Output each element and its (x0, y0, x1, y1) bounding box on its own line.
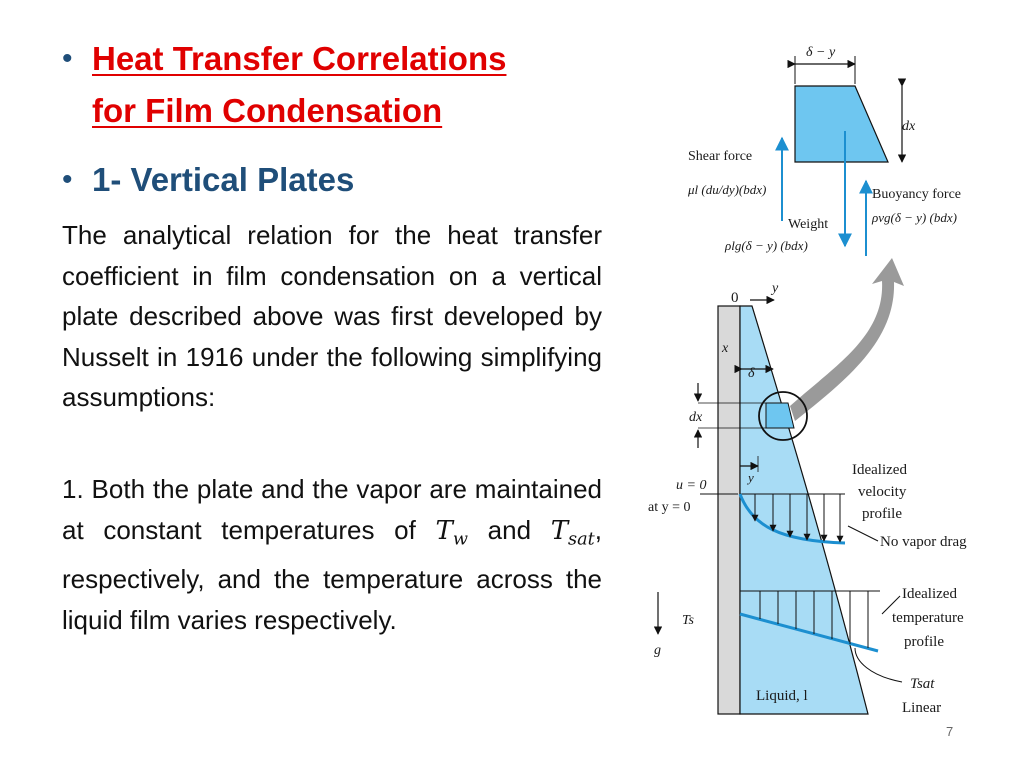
label-u-zero: u = 0 (676, 478, 707, 493)
label-idealized-velocity-3: profile (862, 506, 902, 522)
label-buoyancy-force: Buoyancy force (872, 187, 962, 202)
label-at-y-zero: at y = 0 (648, 500, 691, 515)
label-idealized-temperature-3: profile (904, 634, 944, 650)
bullet-dot: • (62, 42, 73, 75)
label-shear-expr: μl (du/dy)(bdx) (688, 182, 767, 197)
plate-and-film (648, 281, 967, 716)
bullet-dot: • (62, 163, 73, 196)
label-weight: Weight (788, 217, 829, 232)
title-line-1: Heat Transfer Correlations (92, 40, 507, 77)
label-dx-side: dx (689, 410, 703, 425)
label-idealized-temperature-2: temperature (892, 610, 964, 626)
label-buoyancy-expr: ρvg(δ − y) (bdx) (872, 210, 957, 225)
label-t-s: Ts (682, 613, 694, 628)
label-y-axis: y (772, 281, 779, 296)
label-idealized-temperature-1: Idealized (902, 586, 957, 602)
symbol-t-sat: $T_{sat}$ (550, 515, 595, 549)
label-t-sat: Tsat (910, 676, 935, 692)
label-delta-minus-y: δ − y (806, 45, 836, 60)
label-dx-top: dx (902, 119, 916, 134)
label-linear: Linear (902, 700, 942, 716)
title-line-2: for Film Condensation (92, 92, 443, 129)
label-origin: 0 (731, 290, 739, 306)
subtitle-vertical-plates: 1- Vertical Plates (92, 161, 355, 198)
symbol-t-w: $T_w$ (435, 515, 468, 549)
element-in-film (766, 403, 794, 428)
label-shear-force: Shear force (688, 149, 753, 164)
paragraph-assumption-1 (62, 469, 602, 641)
vertical-plate (718, 306, 740, 714)
page-number: 7 (946, 724, 954, 739)
label-idealized-velocity-1: Idealized (852, 462, 907, 478)
assumption-1-text: 1. Both the plate and the vapor are maintained at constant temperatures of $T_w$ and $T_{sat}$, respectively, and the temperature across the liquid film varies respectively. (62, 474, 602, 636)
film-condensation-diagram (640, 36, 1010, 726)
element-detail (687, 45, 961, 256)
label-liquid: Liquid, l (756, 688, 808, 704)
label-weight-expr: ρlg(δ − y) (bdx) (725, 238, 808, 253)
bullet-title (62, 33, 506, 137)
fluid-element (795, 86, 888, 162)
paragraph-intro-text: The analytical relation for the heat transfer coefficient in film condensation on a vertical plate described above was first developed by Nusselt in 1916 under the following simplifying assumptions: (62, 220, 602, 413)
label-g: g (654, 643, 661, 658)
zoom-arrow (790, 258, 904, 421)
label-y-small: y (748, 470, 754, 485)
label-delta: δ (748, 366, 755, 381)
label-no-vapor-drag: No vapor drag (880, 534, 967, 550)
label-x-axis: x (722, 341, 729, 356)
bullet-subtitle (62, 160, 354, 200)
label-idealized-velocity-2: velocity (858, 484, 907, 500)
paragraph-intro (62, 215, 602, 418)
